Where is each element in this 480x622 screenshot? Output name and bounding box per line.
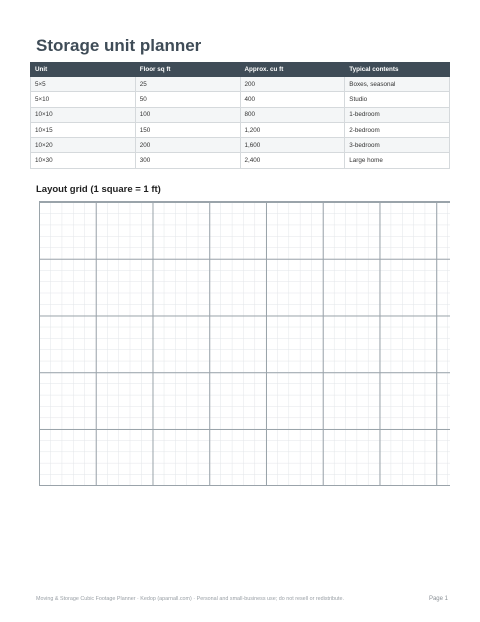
table-header-row <box>31 63 450 77</box>
table-cell: 10×10 <box>31 107 136 122</box>
table-cell: 3-bedroom <box>345 138 450 153</box>
column-header-floor-sq-ft: Floor sq ft <box>135 63 240 77</box>
page-title: Storage unit planner <box>36 36 202 55</box>
column-header-approx-cu-ft: Approx. cu ft <box>240 63 345 77</box>
table-cell: 2,400 <box>240 153 345 168</box>
table-cell: Studio <box>345 92 450 107</box>
page-number: Page 1 <box>428 596 448 602</box>
table-cell: 25 <box>135 77 240 92</box>
table-cell: 200 <box>240 77 345 92</box>
table-cell: 5×5 <box>31 77 136 92</box>
table-cell: 400 <box>240 92 345 107</box>
footer-text: Moving & Storage Cubic Footage Planner · Kedop (aparnall.com) · Personal and small-business use; do not resell or redistribute. <box>36 596 345 602</box>
table-cell: 200 <box>135 138 240 153</box>
table-cell: 10×15 <box>31 122 136 137</box>
table-row <box>31 77 450 92</box>
column-header-typical-contents: Typical contents <box>345 63 450 77</box>
table-cell: 10×20 <box>31 138 136 153</box>
table-cell: 2-bedroom <box>345 122 450 137</box>
table-row <box>31 122 450 137</box>
table-cell: 100 <box>135 107 240 122</box>
table-cell: 1,600 <box>240 138 345 153</box>
table-row <box>31 107 450 122</box>
table-row <box>31 138 450 153</box>
table-cell: Large home <box>345 153 450 168</box>
table-cell: Boxes, seasonal <box>345 77 450 92</box>
table-cell: 10×30 <box>31 153 136 168</box>
layout-grid <box>39 201 450 486</box>
table-cell: 50 <box>135 92 240 107</box>
grid-title: Layout grid (1 square = 1 ft) <box>36 184 161 195</box>
table-cell: 5×10 <box>31 92 136 107</box>
table-cell: 1,200 <box>240 122 345 137</box>
table-cell: 150 <box>135 122 240 137</box>
table-cell: 1-bedroom <box>345 107 450 122</box>
table-row <box>31 153 450 168</box>
unit-size-table <box>30 62 450 169</box>
column-header-unit: Unit <box>31 63 136 77</box>
table-row <box>31 92 450 107</box>
table-cell: 300 <box>135 153 240 168</box>
table-cell: 800 <box>240 107 345 122</box>
